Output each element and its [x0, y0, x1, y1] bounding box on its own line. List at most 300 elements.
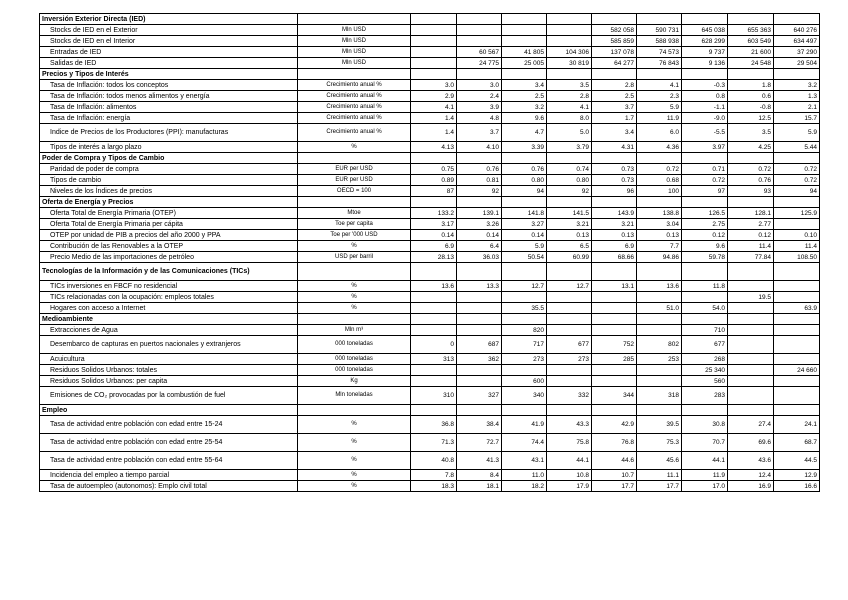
value-cell: 12.7: [547, 281, 592, 292]
value-cell: 640 276: [774, 25, 820, 36]
indicator-label: Tasa de actividad entre población con edad entre 55-64: [40, 452, 298, 470]
value-cell: [592, 376, 637, 387]
indicator-label: Tasa de Inflación: todos menos alimentos y energía: [40, 91, 298, 102]
indicator-label: Tasa de actividad entre población con edad entre 15-24: [40, 416, 298, 434]
value-cell: 6.5: [547, 241, 592, 252]
section-header-row: [40, 153, 820, 164]
value-cell: [682, 405, 728, 416]
indicator-label: Incidencia del empleo a tiempo parcial: [40, 470, 298, 481]
value-cell: 2.1: [774, 102, 820, 113]
indicator-label: TICs relacionadas con la ocupación: empleos totales: [40, 292, 298, 303]
value-cell: 74 573: [637, 47, 682, 58]
value-cell: 13.6: [637, 281, 682, 292]
value-cell: 0.72: [774, 175, 820, 186]
value-cell: 137 078: [592, 47, 637, 58]
value-cell: [457, 365, 502, 376]
table-row: [40, 230, 820, 241]
value-cell: [502, 314, 547, 325]
value-cell: 0.80: [502, 175, 547, 186]
indicator-label: TICs inversiones en FBCF no residencial: [40, 281, 298, 292]
unit-cell: Crecimiento anual %: [298, 102, 411, 113]
value-cell: 285: [592, 354, 637, 365]
value-cell: 4.7: [502, 124, 547, 142]
value-cell: [728, 336, 774, 354]
value-cell: [502, 197, 547, 208]
indicator-label: Contribución de las Renovables a la OTEP: [40, 241, 298, 252]
value-cell: [637, 325, 682, 336]
value-cell: 30 819: [547, 58, 592, 69]
value-cell: [637, 292, 682, 303]
value-cell: [411, 405, 457, 416]
value-cell: [592, 69, 637, 80]
unit-cell: [298, 197, 411, 208]
unit-cell: Toe per capita: [298, 219, 411, 230]
value-cell: 11.0: [502, 470, 547, 481]
indicator-label: Tipos de interés a largo plazo: [40, 142, 298, 153]
value-cell: [728, 281, 774, 292]
value-cell: [411, 14, 457, 25]
value-cell: 273: [547, 354, 592, 365]
value-cell: 327: [457, 387, 502, 405]
value-cell: 0.14: [411, 230, 457, 241]
value-cell: [728, 376, 774, 387]
table-row: [40, 336, 820, 354]
indicator-label: Tipos de cambio: [40, 175, 298, 186]
unit-cell: EUR per USD: [298, 164, 411, 175]
value-cell: 340: [502, 387, 547, 405]
value-cell: 677: [682, 336, 728, 354]
value-cell: 11.4: [728, 241, 774, 252]
value-cell: [592, 365, 637, 376]
value-cell: 13.6: [411, 281, 457, 292]
value-cell: 0.13: [592, 230, 637, 241]
unit-cell: Crecimiento anual %: [298, 113, 411, 124]
indicator-label: Tasa de Inflación: todos los conceptos: [40, 80, 298, 91]
value-cell: 1.4: [411, 113, 457, 124]
value-cell: 0.13: [547, 230, 592, 241]
value-cell: [547, 325, 592, 336]
unit-cell: Crecimiento anual %: [298, 124, 411, 142]
value-cell: 70.7: [682, 434, 728, 452]
unit-cell: Mtoe: [298, 208, 411, 219]
value-cell: [774, 405, 820, 416]
value-cell: [547, 292, 592, 303]
value-cell: [682, 153, 728, 164]
value-cell: [502, 292, 547, 303]
unit-cell: EUR per USD: [298, 175, 411, 186]
value-cell: 11.4: [774, 241, 820, 252]
value-cell: [637, 14, 682, 25]
value-cell: [411, 292, 457, 303]
value-cell: 39.5: [637, 416, 682, 434]
value-cell: 820: [502, 325, 547, 336]
value-cell: 51.0: [637, 303, 682, 314]
value-cell: 54.0: [682, 303, 728, 314]
value-cell: -5.5: [682, 124, 728, 142]
value-cell: 5.44: [774, 142, 820, 153]
value-cell: 92: [547, 186, 592, 197]
value-cell: 0.74: [547, 164, 592, 175]
unit-cell: %: [298, 142, 411, 153]
value-cell: 11.1: [637, 470, 682, 481]
table-body: [40, 14, 820, 492]
value-cell: 283: [682, 387, 728, 405]
value-cell: [682, 292, 728, 303]
value-cell: 0.75: [411, 164, 457, 175]
value-cell: [728, 314, 774, 325]
value-cell: [774, 314, 820, 325]
indicator-label: Hogares con acceso a Internet: [40, 303, 298, 314]
value-cell: 2.3: [637, 91, 682, 102]
unit-cell: 000 toneladas: [298, 336, 411, 354]
value-cell: 0.72: [682, 175, 728, 186]
value-cell: -0.3: [682, 80, 728, 91]
value-cell: 24.1: [774, 416, 820, 434]
value-cell: 17.7: [637, 481, 682, 492]
unit-cell: %: [298, 281, 411, 292]
value-cell: [682, 14, 728, 25]
value-cell: 4.31: [592, 142, 637, 153]
value-cell: 4.10: [457, 142, 502, 153]
value-cell: [547, 25, 592, 36]
value-cell: [774, 263, 820, 281]
value-cell: [637, 69, 682, 80]
value-cell: 582 058: [592, 25, 637, 36]
value-cell: [502, 36, 547, 47]
value-cell: [411, 47, 457, 58]
value-cell: 18.3: [411, 481, 457, 492]
unit-cell: %: [298, 481, 411, 492]
value-cell: 0.80: [547, 175, 592, 186]
value-cell: [592, 263, 637, 281]
table-row: [40, 47, 820, 58]
value-cell: -0.8: [728, 102, 774, 113]
value-cell: 362: [457, 354, 502, 365]
value-cell: 59.78: [682, 252, 728, 263]
value-cell: [728, 325, 774, 336]
value-cell: 44.5: [774, 452, 820, 470]
value-cell: [774, 281, 820, 292]
value-cell: [457, 263, 502, 281]
value-cell: 133.2: [411, 208, 457, 219]
value-cell: 3.5: [547, 80, 592, 91]
unit-cell: Mln USD: [298, 47, 411, 58]
unit-cell: %: [298, 241, 411, 252]
value-cell: [774, 197, 820, 208]
value-cell: [457, 376, 502, 387]
value-cell: 9.6: [502, 113, 547, 124]
unit-cell: USD per barril: [298, 252, 411, 263]
value-cell: [502, 25, 547, 36]
value-cell: 12.7: [502, 281, 547, 292]
table-row: [40, 387, 820, 405]
indicator-label: Indice de Precios de los Productores (PPI): manufacturas: [40, 124, 298, 142]
value-cell: 104 306: [547, 47, 592, 58]
value-cell: 2.5: [592, 91, 637, 102]
section-title: Oferta de Energía y Precios: [40, 197, 298, 208]
value-cell: 5.9: [774, 124, 820, 142]
value-cell: 100: [637, 186, 682, 197]
value-cell: [457, 405, 502, 416]
value-cell: 2.5: [502, 91, 547, 102]
value-cell: 6.9: [411, 241, 457, 252]
value-cell: 97: [682, 186, 728, 197]
value-cell: 628 299: [682, 36, 728, 47]
value-cell: 3.27: [502, 219, 547, 230]
value-cell: [728, 153, 774, 164]
value-cell: 17.7: [592, 481, 637, 492]
value-cell: 43.1: [502, 452, 547, 470]
unit-cell: [298, 314, 411, 325]
value-cell: 63.9: [774, 303, 820, 314]
value-cell: [547, 36, 592, 47]
table-row: [40, 354, 820, 365]
value-cell: 44.6: [592, 452, 637, 470]
table-row: [40, 281, 820, 292]
value-cell: 41 805: [502, 47, 547, 58]
value-cell: [637, 197, 682, 208]
value-cell: 4.1: [411, 102, 457, 113]
value-cell: 0.72: [637, 164, 682, 175]
value-cell: 11.9: [682, 470, 728, 481]
value-cell: 710: [682, 325, 728, 336]
value-cell: [774, 292, 820, 303]
value-cell: 2.75: [682, 219, 728, 230]
value-cell: 16.9: [728, 481, 774, 492]
value-cell: 4.1: [547, 102, 592, 113]
value-cell: 24 660: [774, 365, 820, 376]
indicator-label: Emisiones de CO₂ provocadas por la combustión de fuel: [40, 387, 298, 405]
value-cell: 4.13: [411, 142, 457, 153]
indicator-label: Residuos Solidos Urbanos: per capita: [40, 376, 298, 387]
unit-cell: Crecimiento anual %: [298, 80, 411, 91]
value-cell: [728, 354, 774, 365]
section-header-row: [40, 314, 820, 325]
table-row: [40, 91, 820, 102]
table-row: [40, 102, 820, 113]
value-cell: [502, 153, 547, 164]
section-header-row: [40, 69, 820, 80]
table-row: [40, 36, 820, 47]
value-cell: [457, 153, 502, 164]
indicator-label: Tasa de actividad entre población con edad entre 25-54: [40, 434, 298, 452]
value-cell: [411, 263, 457, 281]
value-cell: 0.76: [457, 164, 502, 175]
value-cell: 0.13: [637, 230, 682, 241]
table-row: [40, 164, 820, 175]
value-cell: 28.13: [411, 252, 457, 263]
value-cell: [502, 263, 547, 281]
value-cell: 13.1: [592, 281, 637, 292]
section-header-row: [40, 263, 820, 281]
indicator-label: Acuicultura: [40, 354, 298, 365]
indicator-label: Tasa de Inflación: energía: [40, 113, 298, 124]
value-cell: 0.71: [682, 164, 728, 175]
value-cell: 18.2: [502, 481, 547, 492]
value-cell: [547, 263, 592, 281]
value-cell: [592, 325, 637, 336]
value-cell: 4.36: [637, 142, 682, 153]
value-cell: 87: [411, 186, 457, 197]
value-cell: 43.6: [728, 452, 774, 470]
indicator-label: Stocks de IED en el Exterior: [40, 25, 298, 36]
value-cell: 0.6: [728, 91, 774, 102]
value-cell: 45.6: [637, 452, 682, 470]
indicators-table: [39, 13, 820, 492]
value-cell: 3.7: [457, 124, 502, 142]
value-cell: [411, 58, 457, 69]
table-row: [40, 325, 820, 336]
value-cell: 94: [774, 186, 820, 197]
value-cell: 3.97: [682, 142, 728, 153]
indicator-label: Stocks de IED en el Interior: [40, 36, 298, 47]
value-cell: 0.73: [592, 164, 637, 175]
value-cell: [637, 376, 682, 387]
value-cell: 37 290: [774, 47, 820, 58]
indicator-label: Niveles de los Índices de precios: [40, 186, 298, 197]
value-cell: 126.5: [682, 208, 728, 219]
value-cell: 3.79: [547, 142, 592, 153]
indicator-label: Oferta Total de Energía Primaria per cápita: [40, 219, 298, 230]
value-cell: [592, 303, 637, 314]
value-cell: [728, 365, 774, 376]
value-cell: 2.8: [592, 80, 637, 91]
value-cell: 7.7: [637, 241, 682, 252]
value-cell: 2.77: [728, 219, 774, 230]
value-cell: 64 277: [592, 58, 637, 69]
value-cell: 687: [457, 336, 502, 354]
value-cell: 138.8: [637, 208, 682, 219]
value-cell: 6.9: [592, 241, 637, 252]
value-cell: 2.9: [411, 91, 457, 102]
value-cell: [774, 354, 820, 365]
value-cell: [728, 69, 774, 80]
value-cell: 8.4: [457, 470, 502, 481]
indicator-label: Extracciones de Agua: [40, 325, 298, 336]
section-title: Empleo: [40, 405, 298, 416]
value-cell: 139.1: [457, 208, 502, 219]
value-cell: [502, 69, 547, 80]
value-cell: [411, 314, 457, 325]
table-row: [40, 219, 820, 230]
value-cell: 0.76: [502, 164, 547, 175]
value-cell: 41.3: [457, 452, 502, 470]
value-cell: 69.6: [728, 434, 774, 452]
indicator-label: OTEP por unidad de PIB a precios del año 2000 y PPA: [40, 230, 298, 241]
value-cell: 9 737: [682, 47, 728, 58]
value-cell: [411, 36, 457, 47]
value-cell: 273: [502, 354, 547, 365]
indicator-label: Desembarco de capturas en puertos nacionales y extranjeros: [40, 336, 298, 354]
value-cell: [547, 314, 592, 325]
value-cell: 38.4: [457, 416, 502, 434]
value-cell: 9 136: [682, 58, 728, 69]
value-cell: [547, 153, 592, 164]
table-row: [40, 142, 820, 153]
unit-cell: [298, 14, 411, 25]
value-cell: 0.72: [774, 164, 820, 175]
value-cell: 4.1: [637, 80, 682, 91]
value-cell: 5.0: [547, 124, 592, 142]
value-cell: 24 548: [728, 58, 774, 69]
value-cell: 3.5: [728, 124, 774, 142]
value-cell: 3.4: [502, 80, 547, 91]
value-cell: 141.5: [547, 208, 592, 219]
value-cell: [411, 197, 457, 208]
value-cell: 108.50: [774, 252, 820, 263]
value-cell: 40.8: [411, 452, 457, 470]
value-cell: 11.8: [682, 281, 728, 292]
value-cell: [728, 405, 774, 416]
value-cell: [457, 197, 502, 208]
value-cell: 6.4: [457, 241, 502, 252]
value-cell: 0.68: [637, 175, 682, 186]
value-cell: [637, 405, 682, 416]
value-cell: [774, 325, 820, 336]
value-cell: 1.7: [592, 113, 637, 124]
table-row: [40, 434, 820, 452]
value-cell: 12.9: [774, 470, 820, 481]
table-row: [40, 113, 820, 124]
value-cell: [411, 69, 457, 80]
value-cell: 141.8: [502, 208, 547, 219]
unit-cell: [298, 69, 411, 80]
value-cell: 27.4: [728, 416, 774, 434]
table-row: [40, 252, 820, 263]
value-cell: 96: [592, 186, 637, 197]
value-cell: [728, 303, 774, 314]
value-cell: 5.9: [637, 102, 682, 113]
value-cell: [592, 197, 637, 208]
value-cell: 1.4: [411, 124, 457, 142]
value-cell: 3.0: [457, 80, 502, 91]
value-cell: 3.2: [774, 80, 820, 91]
indicator-label: Salidas de IED: [40, 58, 298, 69]
value-cell: [547, 197, 592, 208]
value-cell: [592, 314, 637, 325]
value-cell: [547, 365, 592, 376]
value-cell: [592, 153, 637, 164]
unit-cell: Mln toneladas: [298, 387, 411, 405]
value-cell: [774, 219, 820, 230]
table-row: [40, 124, 820, 142]
value-cell: 603 549: [728, 36, 774, 47]
value-cell: 92: [457, 186, 502, 197]
section-title: Poder de Compra y Tipos de Cambio: [40, 153, 298, 164]
value-cell: 634 497: [774, 36, 820, 47]
value-cell: [592, 405, 637, 416]
value-cell: 0: [411, 336, 457, 354]
value-cell: 3.21: [592, 219, 637, 230]
value-cell: 68.7: [774, 434, 820, 452]
value-cell: 143.9: [592, 208, 637, 219]
value-cell: 94.86: [637, 252, 682, 263]
value-cell: -9.0: [682, 113, 728, 124]
value-cell: 3.7: [592, 102, 637, 113]
value-cell: 60 567: [457, 47, 502, 58]
unit-cell: [298, 405, 411, 416]
value-cell: 35.5: [502, 303, 547, 314]
value-cell: 2.8: [547, 91, 592, 102]
value-cell: [411, 303, 457, 314]
value-cell: [457, 303, 502, 314]
value-cell: 128.1: [728, 208, 774, 219]
value-cell: 94: [502, 186, 547, 197]
value-cell: [547, 405, 592, 416]
value-cell: 68.66: [592, 252, 637, 263]
value-cell: 0.89: [411, 175, 457, 186]
table-row: [40, 303, 820, 314]
